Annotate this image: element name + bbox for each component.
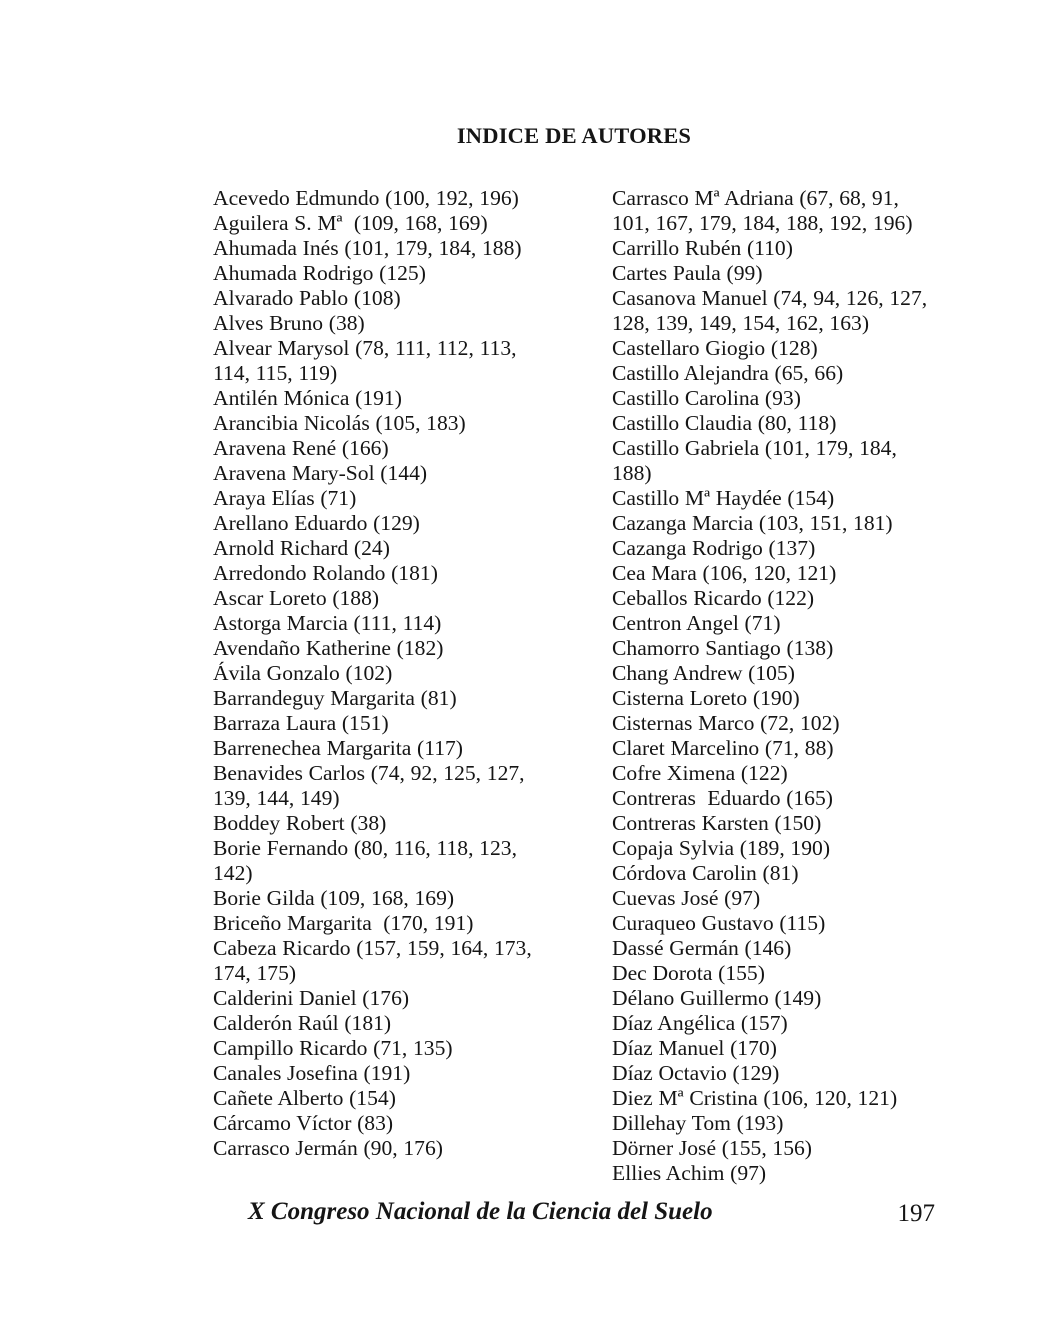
author-entry: Diez Mª Cristina (106, 120, 121) bbox=[612, 1086, 898, 1110]
author-entry: Cuevas José (97) bbox=[612, 886, 761, 910]
author-entry: Cea Mara (106, 120, 121) bbox=[612, 561, 837, 585]
author-entry: Calderón Raúl (181) bbox=[213, 1011, 392, 1035]
author-entry: Alves Bruno (38) bbox=[213, 311, 365, 335]
author-entry: Dörner José (155, 156) bbox=[612, 1136, 812, 1160]
author-entry: Arancibia Nicolás (105, 183) bbox=[213, 411, 466, 435]
author-entry: Casanova Manuel (74, 94, 126, 127, 128, 139, 149, 154, 162, 163) bbox=[612, 286, 933, 335]
author-entry: Astorga Marcia (111, 114) bbox=[213, 611, 442, 635]
author-entry: Castellaro Giogio (128) bbox=[612, 336, 818, 360]
author-entry: Araya Elías (71) bbox=[213, 486, 357, 510]
author-entry: Borie Fernando (80, 116, 118, 123, 142) bbox=[213, 836, 523, 885]
author-entry: Cofre Ximena (122) bbox=[612, 761, 788, 785]
author-entry: Ávila Gonzalo (102) bbox=[213, 661, 393, 685]
author-entry: Díaz Manuel (170) bbox=[612, 1036, 777, 1060]
author-entry: Castillo Claudia (80, 118) bbox=[612, 411, 837, 435]
author-entry: Avendaño Katherine (182) bbox=[213, 636, 444, 660]
index-column-right bbox=[612, 186, 934, 1186]
page-number: 197 bbox=[897, 1200, 935, 1227]
author-entry: Carrasco Jermán (90, 176) bbox=[213, 1136, 443, 1160]
author-entry: Briceño Margarita (170, 191) bbox=[213, 911, 474, 935]
author-entry: Claret Marcelino (71, 88) bbox=[612, 736, 834, 760]
index-column-left bbox=[213, 186, 538, 1161]
author-entry: Cazanga Rodrigo (137) bbox=[612, 536, 816, 560]
author-entry: Dillehay Tom (193) bbox=[612, 1111, 784, 1135]
author-entry: Cabeza Ricardo (157, 159, 164, 173, 174, 175) bbox=[213, 936, 538, 985]
author-entry: Ahumada Rodrigo (125) bbox=[213, 261, 426, 285]
author-entry: Cisterna Loreto (190) bbox=[612, 686, 800, 710]
author-entry: Díaz Octavio (129) bbox=[612, 1061, 780, 1085]
author-entry: Dec Dorota (155) bbox=[612, 961, 765, 985]
author-entry: Cisternas Marco (72, 102) bbox=[612, 711, 840, 735]
author-entry: Dassé Germán (146) bbox=[612, 936, 792, 960]
author-entry: Arellano Eduardo (129) bbox=[213, 511, 420, 535]
author-entry: Arredondo Rolando (181) bbox=[213, 561, 438, 585]
page-title: INDICE DE AUTORES bbox=[456, 123, 692, 148]
author-entry: Aguilera S. Mª (109, 168, 169) bbox=[213, 211, 488, 235]
author-entry: Barraza Laura (151) bbox=[213, 711, 389, 735]
author-entry: Borie Gilda (109, 168, 169) bbox=[213, 886, 455, 910]
author-entry: Ascar Loreto (188) bbox=[213, 586, 380, 610]
author-entry: Barrandeguy Margarita (81) bbox=[213, 686, 457, 710]
footer-congress-title: X Congreso Nacional de la Ciencia del Suelo bbox=[248, 1198, 713, 1225]
author-entry: Castillo Alejandra (65, 66) bbox=[612, 361, 844, 385]
author-entry: Copaja Sylvia (189, 190) bbox=[612, 836, 831, 860]
author-entry: Calderini Daniel (176) bbox=[213, 986, 410, 1010]
author-entry: Alvarado Pablo (108) bbox=[213, 286, 401, 310]
author-entry: Córdova Carolin (81) bbox=[612, 861, 799, 885]
author-entry: Barrenechea Margarita (117) bbox=[213, 736, 463, 760]
author-entry: Alvear Marysol (78, 111, 112, 113, 114, 115, 119) bbox=[213, 336, 523, 385]
author-entry: Contreras Eduardo (165) bbox=[612, 786, 833, 810]
author-entry: Boddey Robert (38) bbox=[213, 811, 387, 835]
author-entry: Cazanga Marcia (103, 151, 181) bbox=[612, 511, 893, 535]
author-entry: Chamorro Santiago (138) bbox=[612, 636, 834, 660]
author-entry: Antilén Mónica (191) bbox=[213, 386, 402, 410]
author-entry: Díaz Angélica (157) bbox=[612, 1011, 788, 1035]
author-entry: Centron Angel (71) bbox=[612, 611, 781, 635]
author-entry: Cartes Paula (99) bbox=[612, 261, 763, 285]
author-entry: Castillo Carolina (93) bbox=[612, 386, 801, 410]
author-entry: Contreras Karsten (150) bbox=[612, 811, 822, 835]
author-entry: Délano Guillermo (149) bbox=[612, 986, 822, 1010]
author-entry: Arnold Richard (24) bbox=[213, 536, 390, 560]
author-entry: Ceballos Ricardo (122) bbox=[612, 586, 815, 610]
author-entry: Benavides Carlos (74, 92, 125, 127, 139, 144, 149) bbox=[213, 761, 531, 810]
author-entry: Aravena René (166) bbox=[213, 436, 389, 460]
author-entry: Cárcamo Víctor (83) bbox=[213, 1111, 394, 1135]
author-entry: Chang Andrew (105) bbox=[612, 661, 795, 685]
author-entry: Aravena Mary-Sol (144) bbox=[213, 461, 428, 485]
author-entry: Canales Josefina (191) bbox=[213, 1061, 411, 1085]
author-entry: Carrasco Mª Adriana (67, 68, 91, 101, 167, 179, 184, 188, 192, 196) bbox=[612, 186, 913, 235]
author-entry: Ahumada Inés (101, 179, 184, 188) bbox=[213, 236, 522, 260]
author-entry: Castillo Gabriela (101, 179, 184, 188) bbox=[612, 436, 903, 485]
author-entry: Carrillo Rubén (110) bbox=[612, 236, 793, 260]
author-entry: Castillo Mª Haydée (154) bbox=[612, 486, 835, 510]
author-entry: Ellies Achim (97) bbox=[612, 1161, 767, 1185]
author-entry: Cañete Alberto (154) bbox=[213, 1086, 396, 1110]
author-entry: Campillo Ricardo (71, 135) bbox=[213, 1036, 453, 1060]
author-entry: Curaqueo Gustavo (115) bbox=[612, 911, 826, 935]
author-entry: Acevedo Edmundo (100, 192, 196) bbox=[213, 186, 519, 210]
